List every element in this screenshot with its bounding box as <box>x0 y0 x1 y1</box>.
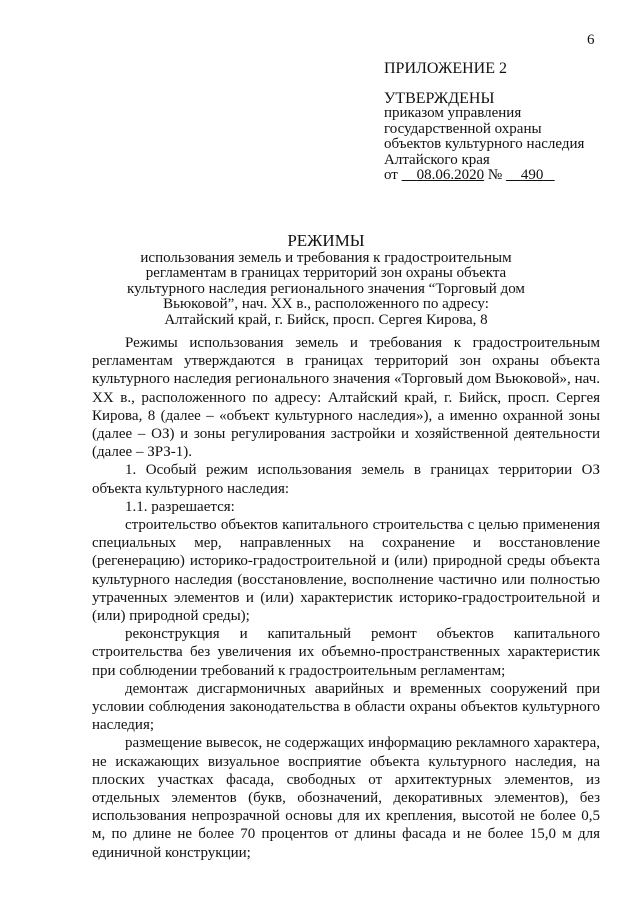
document-body <box>92 334 600 862</box>
page-number: 6 <box>587 32 595 48</box>
document-title <box>120 233 532 328</box>
from-label: от <box>384 167 398 183</box>
approval-block <box>384 61 614 184</box>
title-line: культурного наследия регионального значения “Торговый дом <box>127 280 525 297</box>
title-line: использования земель и требования к градостроительным <box>140 249 512 266</box>
title-line: регламентам в границах территорий зон охраны объекта <box>145 265 507 281</box>
approval-line: приказом управления <box>384 105 522 121</box>
paragraph: 1.1. разрешается: <box>125 498 235 515</box>
paragraph: 1. Особый режим использования земель в границах территории ОЗ объекта культурного наследия: <box>92 462 600 497</box>
title-line: Алтайский край, г. Бийск, просп. Сергея Кирова, 8 <box>164 311 488 328</box>
title-heading: РЕЖИМЫ <box>287 231 365 250</box>
appendix-label: ПРИЛОЖЕНИЕ 2 <box>384 60 508 77</box>
number-label: № <box>487 167 503 183</box>
approval-line: государственной охраны <box>384 120 542 137</box>
paragraph: реконструкция и капитальный ремонт объектов капитального строительства без увеличения их объемно-пространственных характеристик при соблюдении требований к градостроительным регламентам; <box>92 626 600 679</box>
order-date: 08.06.2020 <box>416 167 485 183</box>
order-date-line <box>384 168 614 184</box>
title-line: Вьюковой”, нач. XX в., расположенного по адресу: <box>163 296 489 312</box>
approval-line: Алтайского края <box>384 151 490 168</box>
paragraph: демонтаж дисгармоничных аварийных и временных сооружений при условии соблюдения законодательства в области охраны объектов культурного наследия; <box>92 680 600 734</box>
approval-line: объектов культурного наследия <box>384 136 585 152</box>
order-number: 490 <box>520 167 544 183</box>
paragraph: размещение вывесок, не содержащих информацию рекламного характера, не искажающих визуальное восприятие объекта культурного наследия, на плоских участках фасада, свободных от архитектурных элементов, из отдельных элементов (букв, обозначений, декоративных элементов), без использования непрозрачной основы для их крепления, высотой не более 0,5 м, по длине не более 70 процентов от длины фасада и не более 15,0 м для единичной конструкции; <box>92 735 600 861</box>
paragraph: Режимы использования земель и требования к градостроительным регламентам утверждаются в границах территорий зон охраны объекта культурного наследия регионального значения «Торговый дом Вьюковой», нач. XX в., расположенного по адресу: Алтайский край, г. Бийск, просп. Сергея Кирова, 8 (далее – «объект культурного наследия»), а именно охранной зоны (далее – ОЗ) и зоны регулирования застройки и хозяйственной деятельности (далее – ЗРЗ-1). <box>92 335 600 461</box>
paragraph: строительство объектов капитального строительства с целью применения специальных мер, направленных на сохранение и восстановление (регенерацию) историко-градостроительной и (или) природной среды объекта культурного наследия (восстановление, восполнение частично или полностью утраченных элементов и (или) характеристик историко-градостроительной и (или) природной среды); <box>92 517 600 625</box>
approved-label: УТВЕРЖДЕНЫ <box>384 89 495 107</box>
